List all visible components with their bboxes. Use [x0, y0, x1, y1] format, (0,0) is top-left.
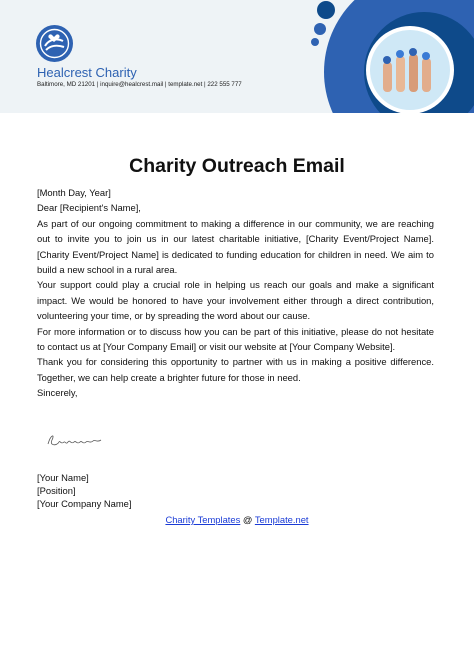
letter-paragraph: Thank you for considering this opportunity to partner with us in making a positive difference. Together, we can help create a brighter future for those in need.	[37, 356, 434, 383]
dot-medium	[314, 23, 326, 35]
raised-hands-hearts-photo-icon	[366, 26, 454, 113]
contact-line: Baltimore, MD 21201 | inquire@healcrest.mail | template.net | 222 555 777	[37, 81, 242, 88]
sender-position: [Position]	[37, 485, 76, 496]
letter-closing: Sincerely,	[37, 387, 78, 399]
sender-name: [Your Name]	[37, 472, 89, 483]
charity-templates-link[interactable]: Charity Templates	[165, 514, 241, 525]
signature-image	[45, 430, 105, 457]
letter-paragraph: Your support could play a crucial role in helping us reach our goals and make a significant impact. We would be honored to have your involvement either through a direct contribution, volunteering your time, or by spreading the word about our cause.	[37, 279, 434, 322]
dot-small	[311, 38, 319, 46]
letter-paragraph: For more information or to discuss how you can be part of this initiative, please do not hesitate to contact us at [Your Company Email] or visit our website at [Your Company Website].	[37, 325, 434, 353]
sender-company: [Your Company Name]	[37, 498, 132, 509]
letter-greeting: Dear [Recipient's Name],	[37, 202, 141, 214]
heart-hands-logo-icon	[36, 25, 73, 62]
letter-date: [Month Day, Year]	[37, 187, 111, 198]
footer-separator: @	[240, 514, 255, 525]
letter-paragraph: As part of our ongoing commitment to making a difference in our community, we are reaching out to invite you to join us in our latest charitable initiative, [Charity Event/Project Name]. [Charity Event/Project Name] is dedicated to funding education for children in need. We aim to build a new school in a rural area.	[37, 217, 434, 276]
organization-name: Healcrest Charity	[37, 65, 137, 80]
sender-block	[37, 471, 132, 510]
letterhead	[0, 0, 474, 113]
page-title: Charity Outreach Email	[129, 155, 345, 177]
letter-body	[37, 185, 434, 401]
footer	[0, 514, 474, 525]
template-net-link[interactable]: Template.net	[254, 514, 309, 525]
dot-large	[317, 1, 335, 19]
